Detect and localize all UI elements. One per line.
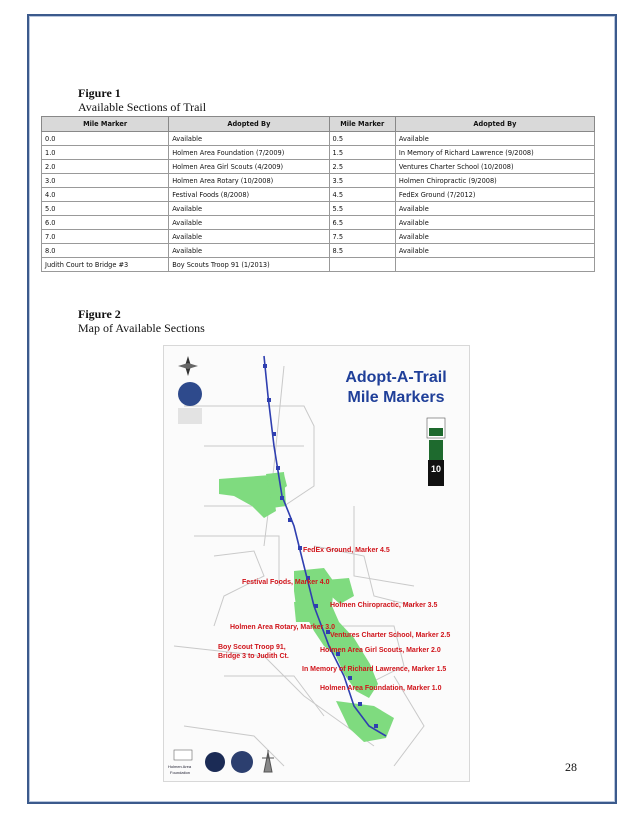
adopted-by-cell: Available bbox=[395, 216, 594, 230]
mile-marker-cell: 5.5 bbox=[329, 202, 395, 216]
label-holmen-area-foundation: Holmen Area Foundation, Marker 1.0 bbox=[320, 685, 442, 692]
mile-marker-cell: 2.0 bbox=[42, 160, 169, 174]
adopted-by-cell: In Memory of Richard Lawrence (9/2008) bbox=[395, 146, 594, 160]
adopted-by-cell: Available bbox=[395, 244, 594, 258]
table-row bbox=[42, 244, 595, 258]
label-ventures-charter-school: Ventures Charter School, Marker 2.5 bbox=[330, 632, 451, 639]
figure2-label: Figure 2 bbox=[78, 307, 121, 321]
figure1-label: Figure 1 bbox=[78, 86, 121, 100]
mile-marker-cell: 4.0 bbox=[42, 188, 169, 202]
street-grid bbox=[174, 366, 424, 766]
mile-marker-cell: Judith Court to Bridge #3 bbox=[42, 258, 169, 272]
header-mile-marker: Mile Marker bbox=[42, 117, 169, 132]
school-logo-icon bbox=[205, 752, 225, 772]
mile-marker-cell: 0.5 bbox=[329, 132, 395, 146]
adopted-by-cell: Available bbox=[169, 230, 329, 244]
adopted-by-cell: Holmen Area Foundation (7/2009) bbox=[169, 146, 329, 160]
table-row bbox=[42, 188, 595, 202]
table-row bbox=[42, 202, 595, 216]
label-bridge-3: Bridge 3 to Judith Ct. bbox=[218, 653, 289, 660]
figure1-caption bbox=[78, 86, 206, 114]
table-row bbox=[42, 132, 595, 146]
compass-rose-icon bbox=[178, 356, 198, 376]
mile-marker-cell: 8.5 bbox=[329, 244, 395, 258]
adopted-by-cell: Available bbox=[169, 216, 329, 230]
adopted-by-cell: Available bbox=[395, 132, 594, 146]
trail-sections-table bbox=[41, 116, 595, 272]
table-row bbox=[42, 146, 595, 160]
mile-marker-cell: 6.0 bbox=[42, 216, 169, 230]
holmen-seal-icon bbox=[178, 382, 202, 406]
mile-marker-cell: 1.0 bbox=[42, 146, 169, 160]
mile-marker-cell: 0.0 bbox=[42, 132, 169, 146]
adopted-by-cell: Holmen Chiropractic (9/2008) bbox=[395, 174, 594, 188]
table-row bbox=[42, 216, 595, 230]
adopted-by-cell bbox=[395, 258, 594, 272]
figure1-title: Available Sections of Trail bbox=[78, 100, 207, 114]
label-richard-lawrence: In Memory of Richard Lawrence, Marker 1.5 bbox=[302, 666, 447, 673]
rotary-logo-icon bbox=[231, 751, 253, 773]
footer-logo-text-2: Foundation bbox=[170, 770, 191, 775]
mile-marker-cell: 5.0 bbox=[42, 202, 169, 216]
map-title-line1: Adopt-A-Trail bbox=[345, 369, 447, 386]
adopted-by-cell: Ventures Charter School (10/2008) bbox=[395, 160, 594, 174]
sign-value: 10 bbox=[430, 464, 442, 474]
mile-marker-cell: 8.0 bbox=[42, 244, 169, 258]
label-festival-foods: Festival Foods, Marker 4.0 bbox=[242, 579, 330, 586]
header-mile-marker-2: Mile Marker bbox=[329, 117, 395, 132]
table-row bbox=[42, 258, 595, 272]
adopted-by-cell: Holmen Area Rotary (10/2008) bbox=[169, 174, 329, 188]
adopted-by-cell: Available bbox=[395, 202, 594, 216]
trail-map bbox=[163, 345, 470, 782]
adopted-by-cell: FedEx Ground (7/2012) bbox=[395, 188, 594, 202]
figure2-caption bbox=[78, 307, 205, 335]
trail-map-svg bbox=[164, 346, 469, 781]
adopted-by-cell: Available bbox=[395, 230, 594, 244]
footer-logos bbox=[168, 750, 274, 775]
footer-logo-text-1: Holmen Area bbox=[168, 764, 192, 769]
table-header-row bbox=[42, 117, 595, 132]
table-row bbox=[42, 160, 595, 174]
label-holmen-area-rotary: Holmen Area Rotary, Marker 3.0 bbox=[230, 624, 336, 631]
mile-marker-cell: 6.5 bbox=[329, 216, 395, 230]
label-fedex-ground: FedEx Ground, Marker 4.5 bbox=[303, 547, 390, 554]
adopted-by-cell: Festival Foods (8/2008) bbox=[169, 188, 329, 202]
mile-marker-cell: 3.0 bbox=[42, 174, 169, 188]
header-adopted-by: Adopted By bbox=[169, 117, 329, 132]
mile-marker-cell: 2.5 bbox=[329, 160, 395, 174]
map-legend-note bbox=[178, 408, 202, 424]
mile-marker-cell: 7.5 bbox=[329, 230, 395, 244]
mile-marker-cell: 1.5 bbox=[329, 146, 395, 160]
adopted-by-cell: Holmen Area Girl Scouts (4/2009) bbox=[169, 160, 329, 174]
adopted-by-cell: Available bbox=[169, 132, 329, 146]
map-title-line2: Mile Markers bbox=[347, 389, 445, 406]
mile-marker-cell: 4.5 bbox=[329, 188, 395, 202]
adopted-by-cell: Boy Scouts Troop 91 (1/2013) bbox=[169, 258, 329, 272]
foundation-logo-icon bbox=[174, 750, 192, 760]
windmill-icon bbox=[262, 750, 274, 772]
mile-marker-sign-icon bbox=[427, 418, 445, 486]
adopted-by-cell: Available bbox=[169, 244, 329, 258]
mile-marker-cell: 3.5 bbox=[329, 174, 395, 188]
label-boy-scout-troop: Boy Scout Troop 91, bbox=[218, 644, 286, 651]
mile-marker-cell: 7.0 bbox=[42, 230, 169, 244]
figure2-title: Map of Available Sections bbox=[78, 321, 205, 335]
page-number: 28 bbox=[565, 760, 577, 774]
adopted-by-cell: Available bbox=[169, 202, 329, 216]
label-holmen-chiropractic: Holmen Chiropractic, Marker 3.5 bbox=[330, 602, 438, 609]
table-row bbox=[42, 230, 595, 244]
table-row bbox=[42, 174, 595, 188]
mile-marker-cell bbox=[329, 258, 395, 272]
label-girl-scouts: Holmen Area Girl Scouts, Marker 2.0 bbox=[320, 647, 441, 654]
header-adopted-by-2: Adopted By bbox=[395, 117, 594, 132]
